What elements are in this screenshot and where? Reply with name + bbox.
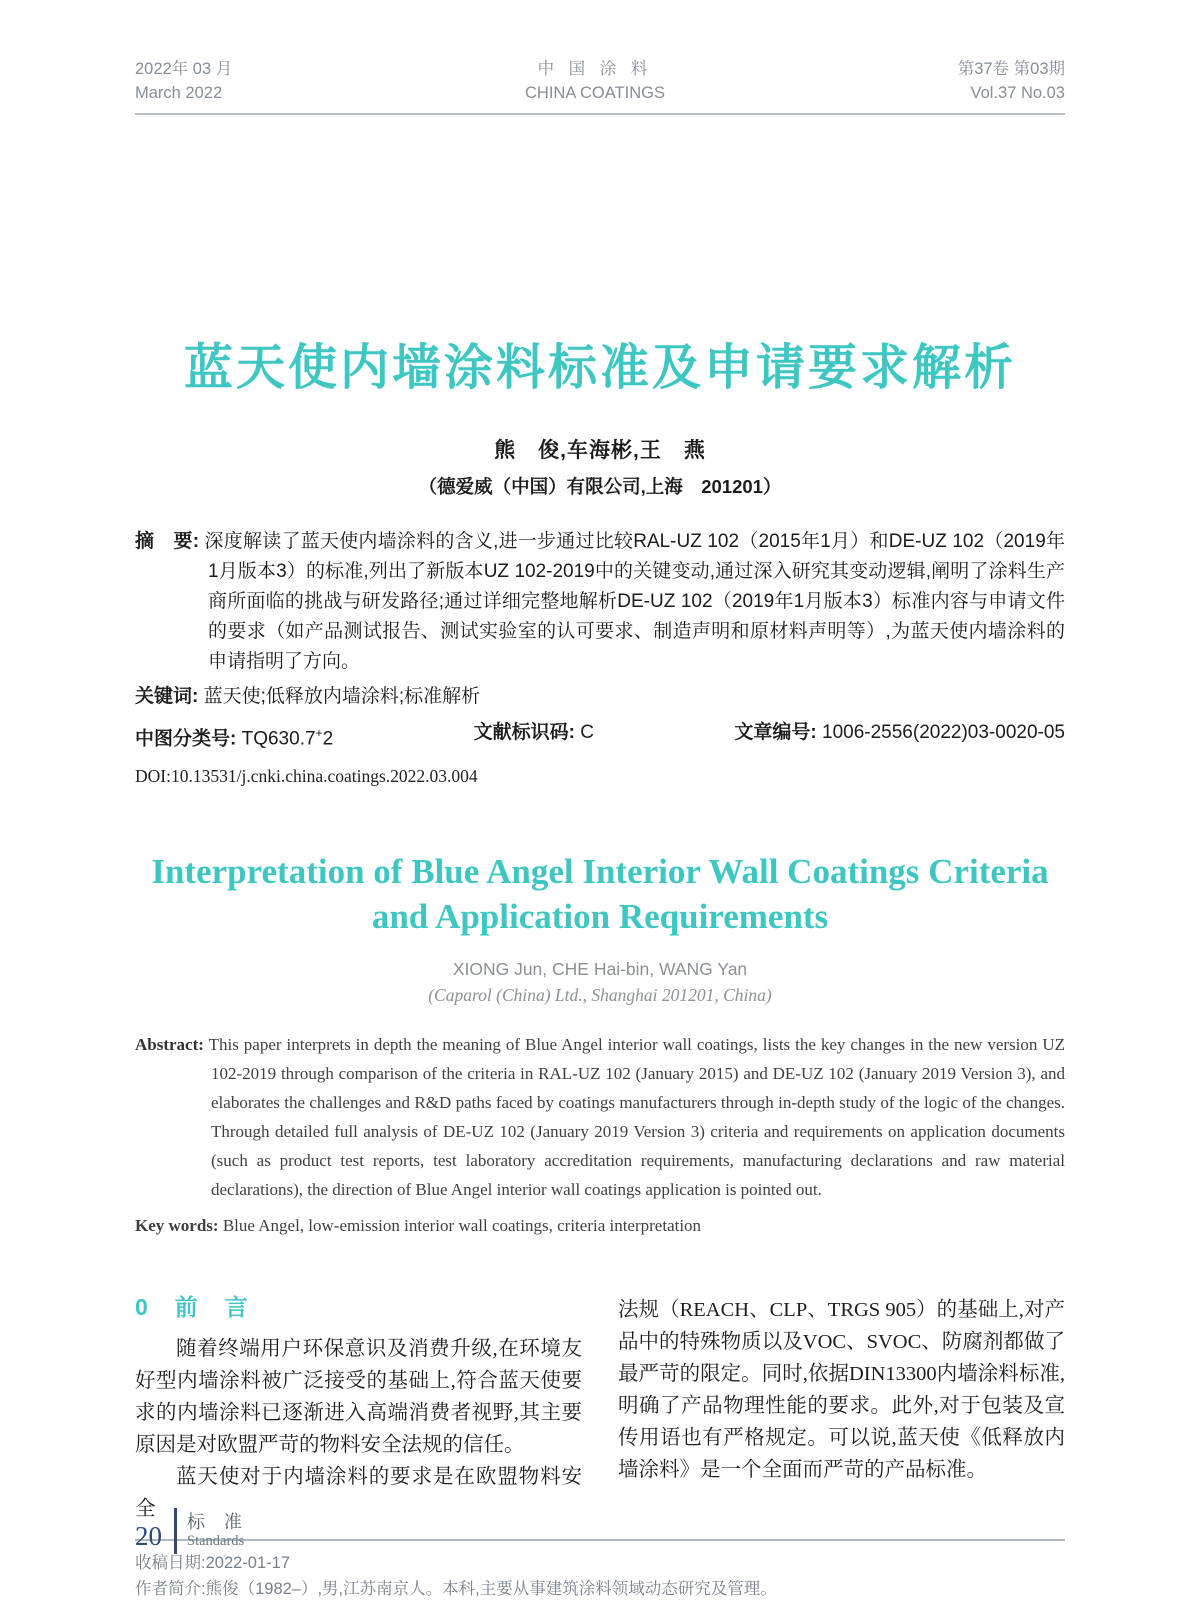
article-title-en-line2: and Application Requirements <box>371 896 829 936</box>
keywords-cn <box>135 683 1065 711</box>
clc-tail: 2 <box>322 728 334 750</box>
abstract-en <box>135 1030 1065 1204</box>
article-meta-row <box>135 719 1065 753</box>
header-date-cn: 2022年 03 月 <box>135 60 233 78</box>
affiliation-en: (Caparol (China) Ltd., Shanghai 201201, China) <box>428 984 772 1005</box>
body-columns <box>135 1294 1065 1526</box>
keywords-cn-label: 关键词: <box>135 686 199 708</box>
abstract-cn-text: 深度解读了蓝天使内墙涂料的含义,进一步通过比较RAL-UZ 102（2015年1月）和DE-UZ 102（2019年1月版本3）的标准,列出了新版本UZ 102-2019中的关键变动,通过深入研究其变动逻辑,阐明了涂料生产商所面临的挑战与研发路径;通过详细完整地解析DE-UZ 102（2019年1月版本3）标准内容与申请文件的要求（如产品测试报告、测试实验室的认可要求、制造声明和原材料声明等）,为蓝天使内墙涂料的申请指明了方向。 <box>204 531 1065 673</box>
page-number: 20 <box>135 1521 162 1551</box>
intro-paragraph-2-continued: 法规（REACH、CLP、TRGS 905）的基础上,对产品中的特殊物质以及VOC、SVOC、防腐剂都做了最严苛的限定。同时,依据DIN13300内墙涂料标准,明确了产品物理性能的要求。此外,对于包装及宣传用语也有严格规定。可以说,蓝天使《低释放内墙涂料》是一个全面而严苛的产品标准。 <box>618 1298 1065 1481</box>
keywords-cn-text: 蓝天使;低释放内墙涂料;标准解析 <box>203 686 481 708</box>
footer-column-en: Standards <box>187 1533 245 1550</box>
affiliation-cn: （德爱威（中国）有限公司,上海 201201） <box>418 476 782 498</box>
clc-number <box>135 719 333 753</box>
running-head <box>135 58 1065 115</box>
clc-label: 中图分类号: <box>135 728 237 750</box>
document-code-value: C <box>574 722 594 744</box>
document-code <box>474 719 594 753</box>
footnote-block <box>135 1539 1065 1600</box>
article-id <box>734 719 1065 753</box>
footer-column-name <box>187 1512 249 1551</box>
article-title-en-line1: Interpretation of Blue Angel Interior Wall Coatings Criteria <box>151 851 1049 891</box>
keywords-en <box>135 1212 1065 1240</box>
abstract-en-text: This paper interprets in depth the meaning of Blue Angel interior wall coatings, lists the key changes in the new version UZ 102-2019 through comparison of the criteria in RAL-UZ 102 (January 2015) and DE-UZ 102 (January 2019 Version 3), and elaborates the challenges and R&D paths faced by coatings manufacturers through in-depth study of the logic of the changes. Through detailed full analysis of DE-UZ 102 (January 2019 Version 3) criteria and requirements on application documents (such as product test reports, test laboratory accreditation requirements, manufacturing declarations and raw material declarations), the direction of Blue Angel interior wall coatings application is pointed out. <box>208 1034 1065 1199</box>
header-date-en: March 2022 <box>135 83 223 102</box>
keywords-en-text: Blue Angel, low-emission interior wall coatings, criteria interpretation <box>222 1215 702 1235</box>
volume-cn: 第37卷 第03期 <box>957 60 1065 78</box>
abstract-cn-label: 摘 要: <box>135 531 200 553</box>
clc-superscript: + <box>315 726 323 741</box>
received-date-value: 2022-01-17 <box>205 1554 290 1573</box>
footer-column-cn: 标 准 <box>187 1511 250 1532</box>
journal-name-cn: 中 国 涂 料 <box>537 60 653 78</box>
author-bio-value: 熊俊（1982–）,男,江苏南京人。本科,主要从事建筑涂料领域动态研究及管理。 <box>205 1580 777 1599</box>
body-column-left <box>135 1294 582 1526</box>
journal-name-en: CHINA COATINGS <box>524 83 665 102</box>
article-title-cn: 蓝天使内墙涂料标准及申请要求解析 <box>183 340 1016 395</box>
article-id-value: 1006-2556(2022)03-0020-05 <box>816 722 1065 744</box>
intro-paragraph-2: 蓝天使对于内墙涂料的要求是在欧盟物料安全 <box>135 1466 582 1521</box>
page-footer <box>135 1508 249 1554</box>
authors-cn: 熊 俊,车海彬,王 燕 <box>494 439 706 463</box>
body-column-right <box>618 1294 1065 1526</box>
received-date-line <box>135 1550 1065 1576</box>
header-volume-info <box>958 58 1065 106</box>
volume-en: Vol.37 No.03 <box>970 83 1065 102</box>
article-id-label: 文章编号: <box>734 722 817 744</box>
doi: DOI:10.13531/j.cnki.china.coatings.2022.03.004 <box>135 765 478 786</box>
authors-en: XIONG Jun, CHE Hai-bin, WANG Yan <box>452 958 748 979</box>
article-title-en <box>135 849 1065 939</box>
document-code-label: 文献标识码: <box>473 722 575 744</box>
header-journal-name <box>525 58 665 106</box>
received-date-label: 收稿日期: <box>135 1554 206 1573</box>
section-heading-intro: 0 前 言 <box>135 1293 250 1320</box>
author-bio-line <box>135 1576 1065 1600</box>
keywords-en-label: Key words: <box>135 1215 219 1235</box>
abstract-cn <box>135 527 1065 677</box>
intro-paragraph-1: 随着终端用户环保意识及消费升级,在环境友好型内墙涂料被广泛接受的基础上,符合蓝天使要求的内墙涂料已逐渐进入高端消费者视野,其主要原因是对欧盟严苛的物料安全法规的信任。 <box>135 1338 582 1457</box>
author-bio-label: 作者简介: <box>135 1580 206 1599</box>
footer-divider-bar <box>174 1508 177 1554</box>
clc-value: TQ630.7 <box>236 728 316 750</box>
header-issue-date <box>135 58 232 106</box>
abstract-en-label: Abstract: <box>135 1034 204 1054</box>
